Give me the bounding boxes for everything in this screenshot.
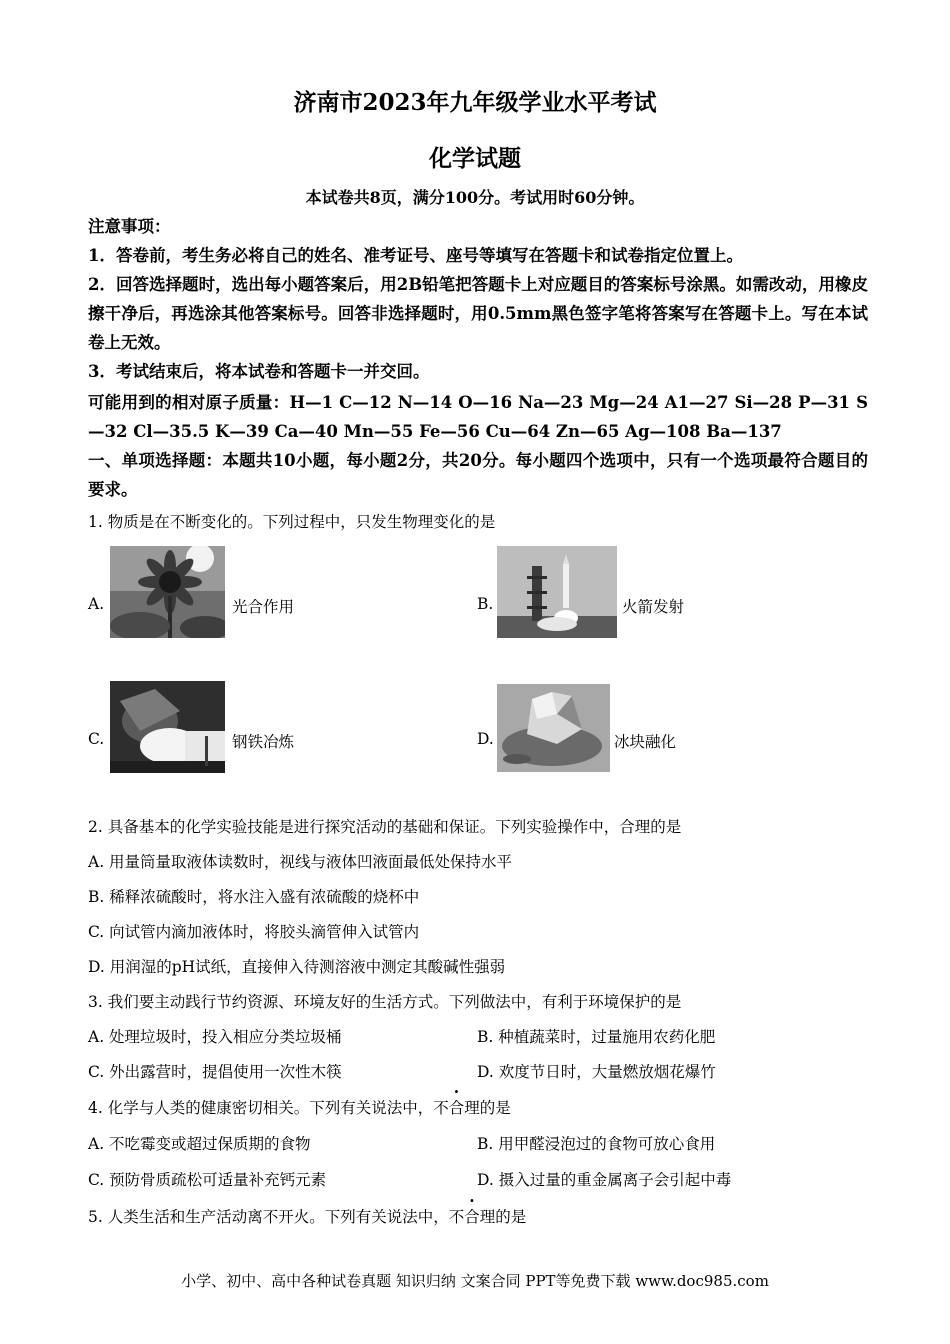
notes-heading: 注意事项： xyxy=(88,217,171,236)
q4-option-a: A. 不吃霉变或超过保质期的食物 xyxy=(88,1135,311,1153)
q1-option-d-letter: D. xyxy=(477,730,494,748)
page-footer: 小学、初中、高中各种试卷真题 知识归纳 文案合同 PPT等免费下载 www.doc985.com xyxy=(181,1272,769,1290)
q4-stem-pre: 4. 化学与人类的健康密切相关。下列有关说法中， xyxy=(88,1099,434,1117)
q2-stem: 2. 具备基本的化学实验技能是进行探究活动的基础和保证。下列实验操作中，合理的是 xyxy=(88,818,682,836)
q2-option-c: C. 向试管内滴加液体时，将胶头滴管伸入试管内 xyxy=(88,923,420,941)
q5-stem-pre: 5. 人类生活和生产活动离不开火。下列有关说法中， xyxy=(88,1208,449,1226)
exam-title: 济南市2023年九年级学业水平考试 xyxy=(293,89,657,116)
q1-option-a-text: 光合作用 xyxy=(232,598,295,616)
q3-option-d: D. 欢度节日时，大量燃放烟花爆竹 xyxy=(477,1063,716,1081)
note-1: 1．答卷前，考生务必将自己的姓名、准考证号、座号等填写在答题卡和试卷指定位置上。 xyxy=(88,246,743,265)
q3-option-c: C. 外出露营时，提倡使用一次性木筷 xyxy=(88,1063,342,1081)
q2-option-d: D. 用润湿的pH试纸，直接伸入待测溶液中测定其酸碱性强弱 xyxy=(88,958,506,976)
q2-option-b: B. 稀释浓硫酸时，将水注入盛有浓硫酸的烧杯中 xyxy=(88,888,420,906)
q4-option-b: B. 用甲醛浸泡过的食物可放心食用 xyxy=(477,1135,716,1153)
q5-stem-post: 的是 xyxy=(495,1208,527,1226)
melting-ice-photo xyxy=(497,684,610,772)
q4-stem xyxy=(88,1096,511,1118)
q1-option-a-letter: A. xyxy=(88,595,105,613)
q1-option-b-text: 火箭发射 xyxy=(622,598,685,616)
q1-stem: 1. 物质是在不断变化的。下列过程中，只发生物理变化的是 xyxy=(88,513,496,531)
q2-option-a: A. 用量筒量取液体读数时，视线与液体凹液面最低处保持水平 xyxy=(88,853,513,871)
sunflower-photo xyxy=(110,546,225,638)
q4-stem-post: 的是 xyxy=(479,1099,511,1117)
section-1-heading: 一、单项选择题：本题共10小题，每小题2分，共20分。每小题四个选项中，只有一个选项最符合题目的要求。 xyxy=(88,451,868,499)
atomic-masses: 可能用到的相对原子质量：H—1 C—12 N—14 O—16 Na—23 Mg—24 A1—27 Si—28 P—31 S—32 Cl—35.5 K—39 Ca—40 Mn—55 Fe—56 Cu—64 Zn—65 Ag—108 Ba—137 xyxy=(88,393,868,441)
note-3: 3．考试结束后，将本试卷和答题卡一并交回。 xyxy=(88,362,430,381)
exam-summary: 本试卷共8页，满分100分。考试用时60分钟。 xyxy=(305,188,645,207)
q5-emphasis: 不合理 xyxy=(448,1208,496,1226)
q1-option-b-letter: B. xyxy=(477,595,494,613)
q1-option-c-letter: C. xyxy=(88,730,105,748)
q5-stem xyxy=(88,1205,526,1227)
note-2: 2．回答选择题时，选出每小题答案后，用2B铅笔把答题卡上对应题目的答案标号涂黑。如需改动，用橡皮擦干净后，再选涂其他答案标号。回答非选择题时，用0.5mm黑色签字笔将答案写在答题卡上。写在本试卷上无效。 xyxy=(88,275,868,352)
q3-stem: 3. 我们要主动践行节约资源、环境友好的生活方式。下列做法中，有利于环境保护的是 xyxy=(88,993,682,1011)
subject-title: 化学试题 xyxy=(429,145,521,172)
q4-option-c: C. 预防骨质疏松可适量补充钙元素 xyxy=(88,1171,327,1189)
q3-option-b: B. 种植蔬菜时，过量施用农药化肥 xyxy=(477,1028,716,1046)
q1-option-d-text: 冰块融化 xyxy=(614,733,677,751)
steel-smelting-photo xyxy=(110,681,225,773)
q4-option-d: D. 摄入过量的重金属离子会引起中毒 xyxy=(477,1171,732,1189)
q1-option-c-text: 钢铁冶炼 xyxy=(232,733,295,751)
q3-option-a: A. 处理垃圾时，投入相应分类垃圾桶 xyxy=(88,1028,342,1046)
rocket-launch-photo xyxy=(497,546,617,638)
q4-emphasis: 不合理 xyxy=(433,1099,480,1117)
